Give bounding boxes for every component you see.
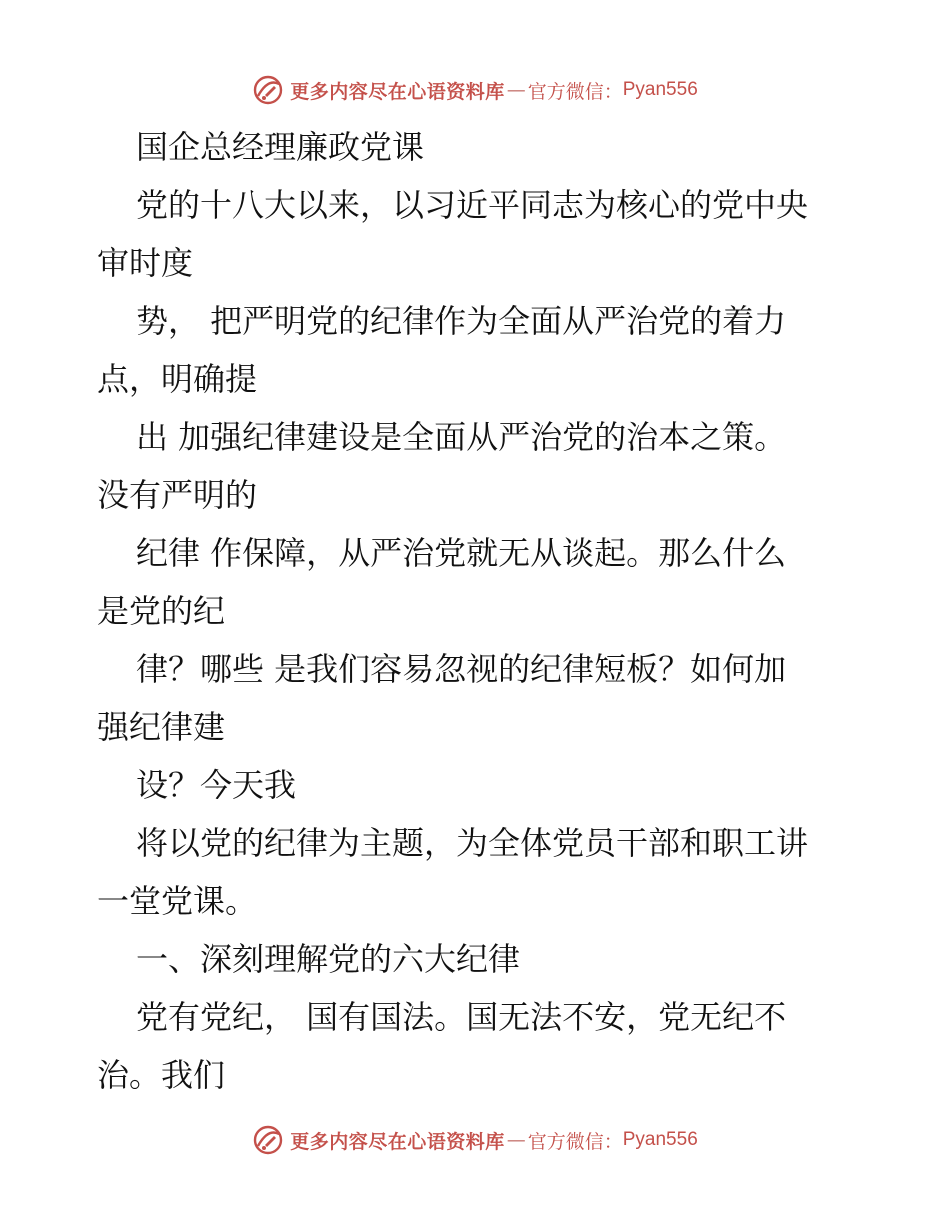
text-line: 一、深刻理解党的六大纪律 [136,940,521,978]
text-line: 点，明确提 [97,360,258,398]
banner-separator: — [506,1129,526,1151]
banner-separator: — [506,79,526,101]
paragraph [0,756,950,814]
text-line: 律？哪些 是我们容易忽视的纪律短板？如何加 [136,650,787,688]
text-line: 国企总经理廉政党课 [136,128,425,166]
text-line: 党的十八大以来，以习近平同志为核心的党中央 [136,186,809,224]
paragraph [0,524,950,640]
text-line: 纪律 作保障，从严治党就无从谈起。那么什么 [136,534,787,572]
section-heading [0,930,950,988]
text-line: 势， 把严明党的纪律作为全面从严治党的着力 [136,302,787,340]
text-line: 一堂党课。 [97,882,258,920]
pen-nib-logo-icon [252,1124,284,1156]
wechat-label: 官方微信： [527,80,623,103]
text-line: 审时度 [97,244,194,282]
wechat-id: Pyan556 [622,79,698,100]
promo-text: 更多内容尽在心语资料库 [290,80,505,103]
document-body [0,118,950,1104]
paragraph [0,988,950,1104]
paragraph [0,292,950,408]
text-line: 党有党纪， 国有国法。国无法不安，党无纪不 [136,998,787,1036]
paragraph [0,408,950,524]
paragraph [0,814,950,930]
pen-nib-logo-icon [252,74,284,106]
text-line: 强纪律建 [97,708,226,746]
text-line: 没有严明的 [97,476,258,514]
doc-title [0,118,950,176]
wechat-label: 官方微信： [527,1130,623,1153]
footer-watermark-banner [0,1120,950,1160]
text-line: 治。我们 [97,1056,226,1094]
promo-text: 更多内容尽在心语资料库 [290,1130,505,1153]
text-line: 设？今天我 [136,766,297,804]
paragraph [0,640,950,756]
text-line: 出 加强纪律建设是全面从严治党的治本之策。 [136,418,787,456]
text-line: 是党的纪 [97,592,226,630]
text-line: 将以党的纪律为主题，为全体党员干部和职工讲 [136,824,809,862]
paragraph [0,176,950,292]
header-watermark-banner [0,70,950,110]
wechat-id: Pyan556 [622,1129,698,1150]
